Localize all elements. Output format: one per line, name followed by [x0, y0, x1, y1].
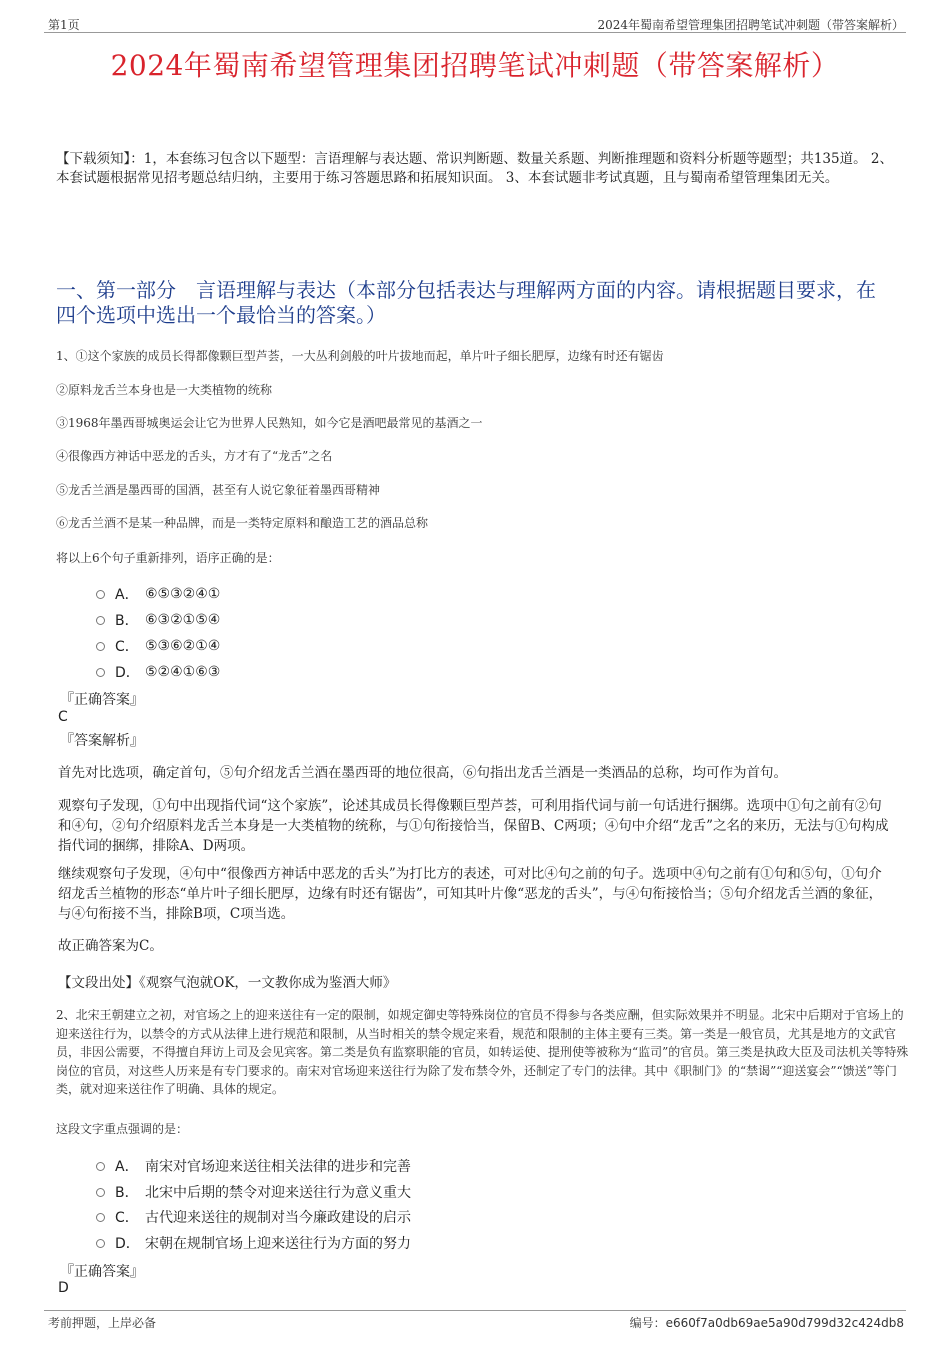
q1-option-b[interactable]	[96, 610, 220, 630]
option-text: 宋朝在规制官场上迎来送往行为方面的努力	[145, 1236, 411, 1252]
q1-analysis-paragraph: 故正确答案为C。	[58, 938, 163, 954]
q1-line: ③1968年墨西哥城奥运会让它为世界人民熟知，如今它是酒吧最常见的基酒之一	[56, 416, 483, 430]
radio-icon[interactable]	[96, 642, 105, 651]
q1-option-d[interactable]	[96, 662, 220, 682]
radio-icon[interactable]	[96, 1239, 105, 1248]
q2-answer: D	[58, 1280, 69, 1296]
option-label: D．	[115, 665, 140, 681]
option-label: D．	[115, 1236, 140, 1252]
header-divider	[44, 32, 906, 33]
q1-prompt: 将以上6个句子重新排列，语序正确的是：	[56, 551, 280, 565]
q2-option-d[interactable]	[96, 1233, 411, 1253]
page-title: 2024年蜀南希望管理集团招聘笔试冲刺题（带答案解析）	[110, 49, 840, 82]
footer-slogan: 考前押题，上岸必备	[48, 1316, 157, 1330]
option-text: ⑤③⑥②①④	[145, 638, 221, 654]
q1-line: ⑤龙舌兰酒是墨西哥的国酒，甚至有人说它象征着墨西哥精神	[56, 483, 381, 497]
q2-answer-heading: 『正确答案』	[60, 1264, 144, 1280]
q1-line: 1、①这个家族的成员长得都像颗巨型芦荟，一大丛利剑般的叶片拔地而起，单片叶子细长肥厚，边缘有时还有锯齿	[56, 349, 664, 363]
q1-analysis-paragraph: 继续观察句子发现，④句中“很像西方神话中恶龙的舌头”为打比方的表述，可对比④句之前的句子。选项中④句之前有①句和⑤句，①句介绍龙舌兰植物的形态“单片叶子细长肥厚，边缘有时还有锯齿”，可知其叶片像“恶龙的舌头”，与④句衔接恰当；⑤句介绍龙舌兰酒的象征，与④句衔接不当，排除B项，C项当选。	[58, 866, 883, 922]
q2-prompt: 这段文字重点强调的是：	[56, 1122, 189, 1136]
option-text: 南宋对官场迎来送往相关法律的进步和完善	[145, 1159, 411, 1175]
q2-option-b[interactable]	[96, 1182, 411, 1202]
option-label: B．	[115, 613, 139, 629]
radio-icon[interactable]	[96, 590, 105, 599]
radio-icon[interactable]	[96, 668, 105, 677]
q1-answer-heading: 『正确答案』	[60, 692, 144, 708]
option-text: ⑥③②①⑤④	[145, 612, 221, 628]
page-number: 第1页	[48, 18, 80, 32]
section-heading: 一、第一部分 言语理解与表达（本部分包括表达与理解两方面的内容。请根据题目要求，在四个选项中选出一个最恰当的答案。）	[56, 278, 876, 327]
q1-answer: C	[58, 709, 68, 725]
q1-option-a[interactable]	[96, 584, 220, 604]
footer-code	[630, 1314, 904, 1331]
radio-icon[interactable]	[96, 1188, 105, 1197]
radio-icon[interactable]	[96, 616, 105, 625]
option-label: B．	[115, 1185, 139, 1201]
q1-option-c[interactable]	[96, 636, 220, 656]
option-text: ⑤②④①⑥③	[145, 664, 221, 680]
option-text: 北宋中后期的禁令对迎来送往行为意义重大	[145, 1185, 411, 1201]
option-label: A．	[115, 1159, 139, 1175]
header-doc-title: 2024年蜀南希望管理集团招聘笔试冲刺题（带答案解析）	[597, 18, 904, 32]
footer-code-label: 编号：	[629, 1316, 666, 1330]
q2-option-a[interactable]	[96, 1156, 411, 1176]
download-notice: 【下载须知】：1，本套练习包含以下题型：言语理解与表达题、常识判断题、数量关系题、判断推理题和资料分析题等题型；共135道。 2、本套试题根据常见招考题总结归纳，主要用于练习答题思路和拓展知识面。 3、本套试题非考试真题，且与蜀南希望管理集团无关。	[56, 151, 893, 186]
q1-analysis-heading: 『答案解析』	[60, 733, 144, 749]
q1-line: ⑥龙舌兰酒不是某一种品牌，而是一类特定原料和酿造工艺的酒品总称	[56, 516, 429, 530]
option-text: 古代迎来送往的规制对当今廉政建设的启示	[145, 1210, 411, 1226]
footer-divider	[44, 1310, 906, 1311]
footer-code-value: e660f7a0db69ae5a90d799d32c424db8	[665, 1316, 904, 1330]
option-text: ⑥⑤③②④①	[145, 586, 221, 602]
radio-icon[interactable]	[96, 1213, 105, 1222]
q2-passage: 2、北宋王朝建立之初，对官场之上的迎来送往有一定的限制，如规定御史等特殊岗位的官员不得参与各类应酬，但实际效果并不明显。北宋中后期对于官场上的迎来送往行为，以禁令的方式从法律上进行规范和限制，从当时相关的禁令规定来看，规范和限制的主体主要有三类。第一类是一般官员，尤其是地方的文武官员，非因公需要，不得擅自拜访上司及会见宾客。第二类是负有监察职能的官员，如转运使、提刑使等被称为“监司”的官员。第三类是执政大臣及司法机关等特殊岗位的官员，对这些人历来是有专门要求的。南宋对官场迎来送往行为除了发布禁令外，还制定了专门的法律。其中《职制门》的“禁谒”“迎送宴会”“馈送”等门类，就对迎来送往作了明确、具体的规定。	[56, 1008, 909, 1096]
q1-line: ④很像西方神话中恶龙的舌头，方才有了“龙舌”之名	[56, 449, 333, 463]
option-label: C．	[115, 639, 139, 655]
q1-source: 【文段出处】《观察气泡就OK，一文教你成为鉴酒大师》	[58, 975, 397, 991]
option-label: A．	[115, 587, 139, 603]
q1-analysis-paragraph: 观察句子发现，①句中出现指代词“这个家族”，论述其成员长得像颗巨型芦荟，可利用指代词与前一句话进行捆绑。选项中①句之前有②句和④句，②句介绍原料龙舌兰本身是一大类植物的统称，与①句衔接恰当，保留B、C两项；④句中介绍“龙舌”之名的来历，无法与①句构成指代词的捆绑，排除A、D两项。	[58, 798, 889, 854]
q1-line: ②原料龙舌兰本身也是一大类植物的统称	[56, 383, 273, 397]
radio-icon[interactable]	[96, 1162, 105, 1171]
q1-analysis-paragraph: 首先对比选项，确定首句，⑤句介绍龙舌兰酒在墨西哥的地位很高，⑥句指出龙舌兰酒是一类酒品的总称，均可作为首句。	[58, 765, 787, 781]
option-label: C．	[115, 1210, 139, 1226]
q2-option-c[interactable]	[96, 1207, 411, 1227]
